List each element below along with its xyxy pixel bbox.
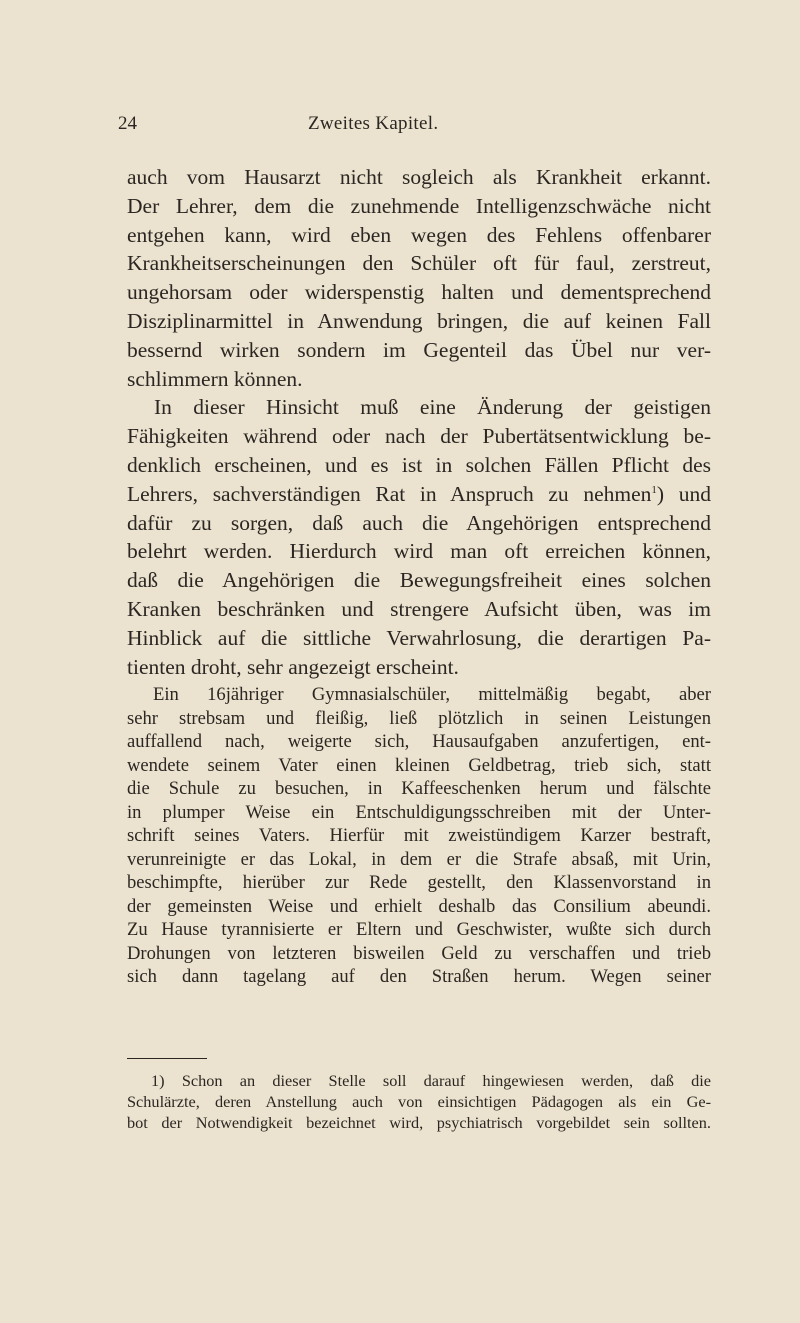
text-line: denklich erscheinen, und es ist in solchen Fällen Pflicht des [127, 452, 711, 477]
case-line: der gemeinsten Weise und erhielt deshalb das Consilium abeundi. [127, 895, 711, 917]
text-line: Krankheitserscheinungen den Schüler oft für faul, zerstreut, [127, 251, 711, 276]
case-line: verunreinigte er das Lokal, in dem er die Strafe absaß, mit Urin, [127, 848, 711, 870]
text-line: ungehorsam oder widerspenstig halten und dementsprechend [127, 280, 711, 305]
text-line: belehrt werden. Hierdurch wird man oft erreichen können, [127, 539, 711, 564]
case-line: schrift seines Vaters. Hierfür mit zweistündigem Karzer bestraft, [127, 825, 711, 846]
text-line: daß die Angehörigen die Bewegungsfreiheit eines solchen [127, 568, 711, 593]
footnote-divider [127, 1058, 207, 1059]
case-line: Zu Hause tyrannisierte er Eltern und Geschwister, wußte sich durch [127, 919, 711, 940]
text-line: bessernd wirken sondern im Gegenteil das Übel nur ver- [127, 337, 711, 362]
footnote-line: 1) Schon an dieser Stelle soll darauf hingewiesen werden, daß die [151, 1071, 711, 1090]
case-line: sehr strebsam und fleißig, ließ plötzlich in seinen Leistungen [127, 707, 711, 729]
page-number: 24 [118, 113, 137, 134]
case-line: sich dann tagelang auf den Straßen herum. Wegen seiner [127, 966, 711, 987]
text-line: auch vom Hausarzt nicht sogleich als Krankheit erkannt. [127, 165, 711, 189]
footnote-line: Schulärzte, deren Anstellung auch von einsichtigen Pädagogen als ein Ge- [127, 1092, 711, 1111]
text-line-with-footnote-ref [127, 480, 711, 509]
text-line-part: Lehrers, sachverständigen Rat in Anspruch zu nehmen [127, 481, 652, 506]
text-line: Der Lehrer, dem die zunehmende Intelligenzschwäche nicht [127, 193, 711, 218]
case-line: die Schule zu besuchen, in Kaffeeschenken herum und fälschte [127, 778, 711, 799]
text-line: schlimmern können. [127, 366, 303, 391]
case-report [127, 683, 711, 989]
case-line: beschimpfte, hierüber zur Rede gestellt, den Klassenvorstand in [127, 872, 711, 893]
running-head [118, 113, 718, 137]
footnote [127, 1070, 711, 1133]
case-line: Ein 16jähriger Gymnasialschüler, mittelmäßig begabt, aber [153, 684, 711, 705]
case-line: Drohungen von letzteren bisweilen Geld zu verschaffen und trieb [127, 942, 711, 964]
text-line: tienten droht, sehr angezeigt erscheint. [127, 654, 459, 679]
chapter-title: Zweites Kapitel. [308, 113, 439, 134]
text-line: entgehen kann, wird eben wegen des Fehlens offenbarer [127, 222, 711, 247]
text-line: In dieser Hinsicht muß eine Änderung der geistigen [154, 395, 711, 420]
text-line: Fähigkeiten während oder nach der Pubertätsentwicklung be- [127, 424, 711, 449]
text-line: Hinblick auf die sittliche Verwahrlosung, die derartigen Pa- [127, 625, 711, 650]
text-line: Disziplinarmittel in Anwendung bringen, die auf keinen Fall [127, 308, 711, 333]
case-line: wendete seinem Vater einen kleinen Geldbetrag, trieb sich, statt [127, 754, 711, 776]
footnote-line: bot der Notwendigkeit bezeichnet wird, psychiatrisch vorgebildet sein sollten. [127, 1113, 711, 1132]
case-line: auffallend nach, weigerte sich, Hausaufgaben anzufertigen, ent- [127, 731, 711, 752]
text-line-part: ) und [656, 481, 711, 506]
text-line: Kranken beschränken und strengere Aufsicht üben, was im [127, 596, 711, 621]
footnote-marker: 1 [651, 483, 657, 496]
text-line: dafür zu sorgen, daß auch die Angehörigen entsprechend [127, 510, 711, 535]
main-text [127, 163, 711, 681]
case-line: in plumper Weise ein Entschuldigungsschreiben mit der Unter- [127, 801, 711, 823]
